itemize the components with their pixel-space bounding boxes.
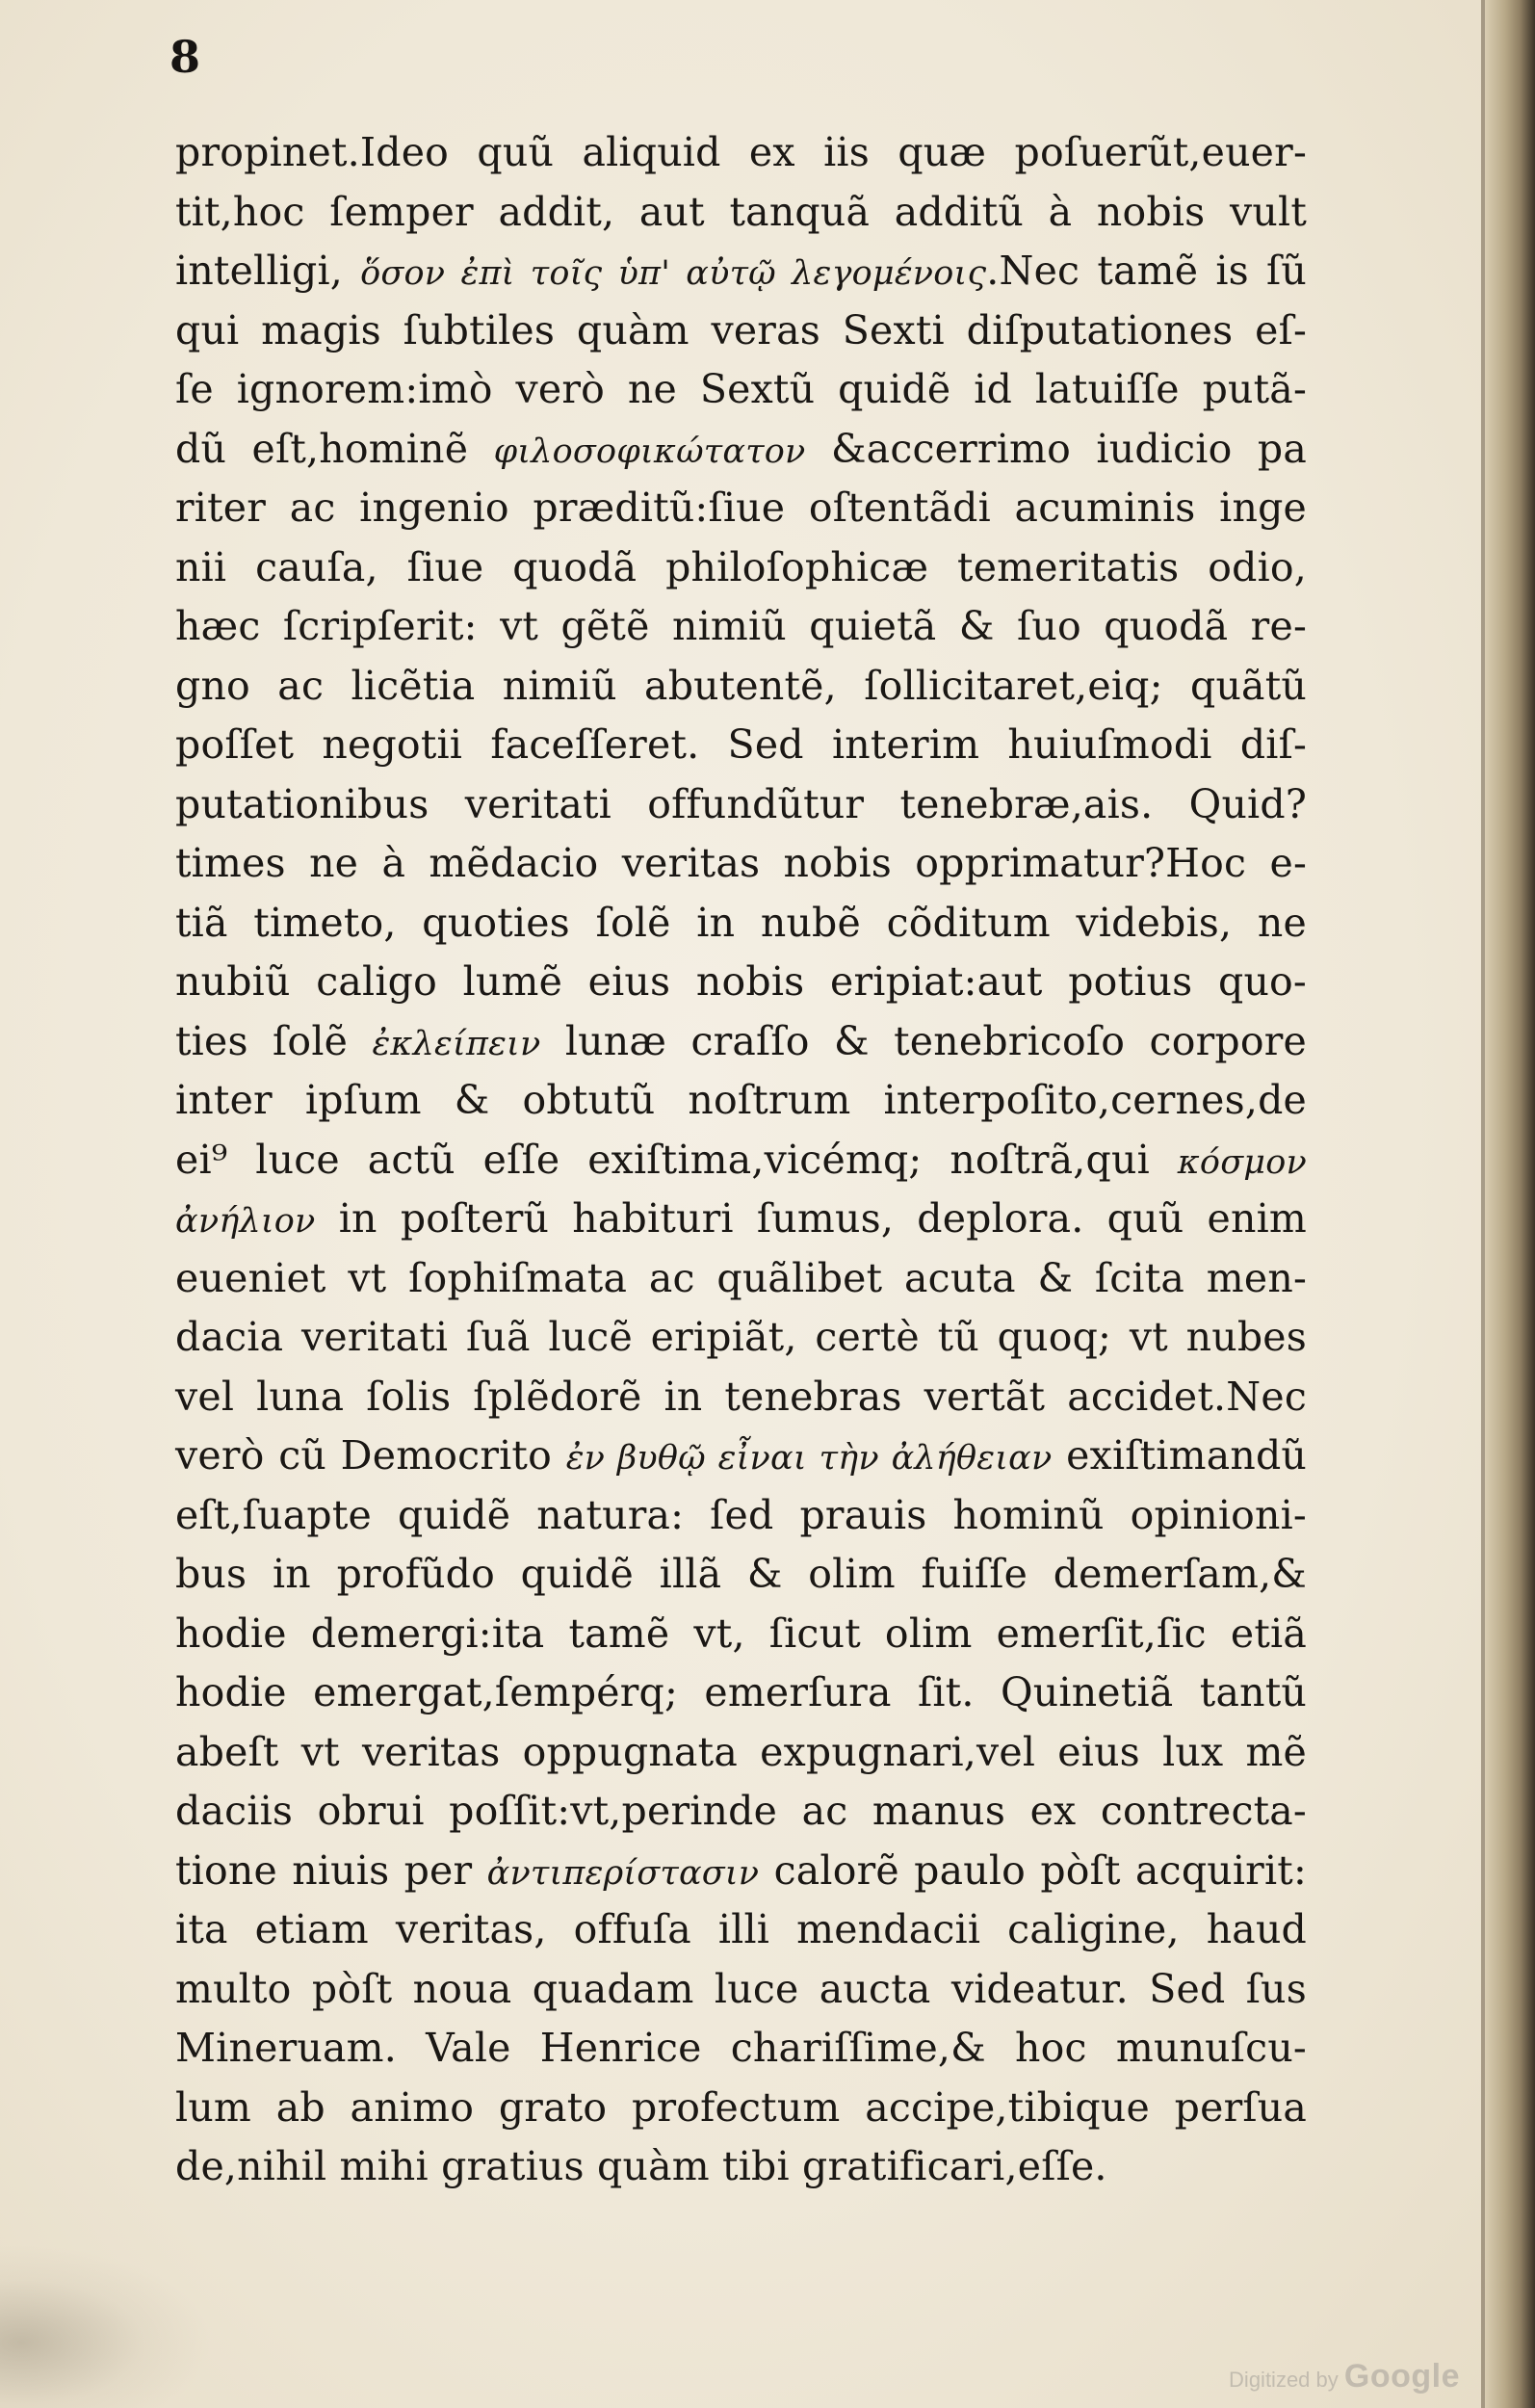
latin-text: nubiũ caligo lumẽ eius nobis eripiat:aut potius quo- [175,958,1307,1005]
text-line [175,1782,1307,1842]
text-line [175,1605,1307,1664]
latin-text: eueniet vt ſophiſmata ac quãlibet acuta & ſcita men- [175,1254,1307,1301]
text-line [175,1190,1307,1249]
latin-text: vel luna ſolis ſplẽdorẽ in tenebras vertãt accidet.Nec [175,1373,1307,1420]
watermark-brand: Google [1343,2358,1460,2395]
text-line [175,597,1307,657]
text-line [175,1960,1307,2020]
greek-phrase: κόσμον [1177,1142,1307,1182]
latin-text: tione niuis per [175,1846,487,1894]
text-line [175,657,1307,717]
text-line [175,538,1307,598]
text-line [175,1723,1307,1783]
text-line [175,953,1307,1012]
text-line [175,1249,1307,1309]
text-line [175,1663,1307,1723]
text-line [175,2079,1307,2138]
paper-stain [0,2244,212,2408]
text-line [175,716,1307,775]
latin-text: daciis obrui poſſit:vt,perinde ac manus ex contrecta- [175,1788,1307,1834]
latin-text: bus in profũdo quidẽ illã & olim fuiſſe demerſam,& [175,1551,1307,1597]
latin-text: ſe ignorem:imò verò ne Sextũ quidẽ id latuiſſe putã- [175,366,1307,412]
latin-text: de,nihil mihi gratius quàm tibi gratificari,eſſe. [175,2143,1107,2189]
latin-text: ita etiam veritas, offuſa illi mendacii caligine, haud [175,1906,1307,1952]
watermark-prefix: Digitized by [1229,2368,1339,2392]
text-line [175,894,1307,954]
latin-text: lunæ craſſo & tenebricoſo corpore [540,1017,1307,1064]
text-line [175,479,1307,538]
text-line [175,2137,1307,2197]
latin-text: qui magis ſubtiles quàm veras Sexti diſputationes eſ- [175,306,1307,353]
greek-phrase: φιλοσοφικώτατον [493,432,806,471]
latin-text: inter ipſum & obtutũ noſtrum interpoſito,cernes,de [175,1077,1307,1123]
latin-text: hodie emergat,ſempérq; emerſura ſit. Quinetiã tantũ [175,1669,1307,1715]
latin-text: .Nec tamẽ is ſũ [986,248,1307,294]
greek-phrase: ἐκλείπειν [372,1024,541,1063]
latin-text: verò cũ Democrito [175,1432,566,1479]
latin-text: times ne à mẽdacio veritas nobis opprimatur?Hoc e- [175,840,1307,886]
latin-text: exiſtimandũ [1052,1432,1308,1479]
text-line [175,1071,1307,1131]
latin-text: tiã timeto, quoties ſolẽ in nubẽ cõditum videbis, ne [175,899,1307,946]
latin-text: hæc ſcripſerit: vt gẽtẽ nimiũ quietã & ſuo quodã re- [175,603,1307,649]
latin-text: &accerrimo iudicio pa [805,425,1307,472]
text-line [175,1900,1307,1960]
latin-text: tit,hoc ſemper addit, aut tanquã additũ à nobis vult [175,188,1307,235]
greek-phrase: ἐν βυθῷ εἶναι τὴν ἀλήθειαν [565,1439,1053,1478]
latin-text: poſſet negotii faceſſeret. Sed interim huiuſmodi diſ- [175,721,1307,768]
latin-text: dacia veritati ſuã lucẽ eripiãt, certè tũ quoq; vt nubes [175,1314,1307,1360]
text-body [175,123,1307,2197]
latin-text: abeſt vt veritas oppugnata expugnari,vel eius lux mẽ [175,1728,1307,1775]
text-line [175,834,1307,894]
latin-text: hodie demergi:ita tamẽ vt, ſicut olim emerſit,ſic etiã [175,1610,1307,1657]
text-line [175,1426,1307,1486]
latin-text: lum ab animo grato profectum accipe,tibique perſua [175,2083,1307,2131]
text-line [175,420,1307,480]
latin-text: multo pòſt noua quadam luce aucta videatur. Sed ſus [175,1965,1307,2012]
text-line [175,775,1307,835]
page-number: 8 [169,31,201,83]
latin-text: ei⁹ luce actũ eſſe exiſtima,vicémq; noſtrã,qui [175,1136,1178,1183]
text-line [175,1131,1307,1191]
latin-text: ties ſolẽ [175,1017,373,1064]
text-line [175,1545,1307,1605]
text-line [175,2019,1307,2079]
greek-phrase: ἀντιπερίστασιν [486,1853,760,1893]
latin-text: dũ eſt,hominẽ [175,425,494,472]
text-line [175,242,1307,301]
text-line [175,1012,1307,1072]
page-edge [1485,0,1535,2408]
greek-phrase: ὅσον ἐπὶ τοῖς ὑπ' αὐτῷ λεγομένοις [360,254,987,293]
text-line [175,1842,1307,1901]
latin-text: calorẽ paulo pòſt acquirit: [759,1846,1307,1894]
latin-text: putationibus veritati offundũtur tenebræ,ais. Quid? [175,780,1307,827]
latin-text: Mineruam. Vale Henrice chariſſime,& hoc munuſcu- [175,2025,1307,2071]
digitization-watermark [1229,2358,1460,2395]
latin-text: gno ac licẽtia nimiũ abutentẽ, ſollicitaret,eiq; quãtũ [175,662,1307,709]
text-line [175,183,1307,243]
text-line [175,1486,1307,1546]
text-line [175,301,1307,361]
latin-text: riter ac ingenio præditũ:ſiue oſtentãdi acuminis inge [175,484,1307,531]
latin-text: intelligi, [175,248,361,294]
greek-phrase: ἀνήλιον [175,1202,316,1241]
latin-text: in poſterũ habituri ſumus, deplora. quũ enim [315,1195,1307,1242]
text-line [175,123,1307,183]
text-line [175,1308,1307,1368]
text-line [175,1368,1307,1427]
latin-text: nii cauſa, ſiue quodã philoſophicæ temeritatis odio, [175,543,1307,590]
latin-text: eſt,ſuapte quidẽ natura: ſed prauis hominũ opinioni- [175,1491,1307,1538]
latin-text: propinet.Ideo quũ aliquid ex iis quæ poſuerũt,euer- [175,129,1307,175]
text-line [175,360,1307,420]
